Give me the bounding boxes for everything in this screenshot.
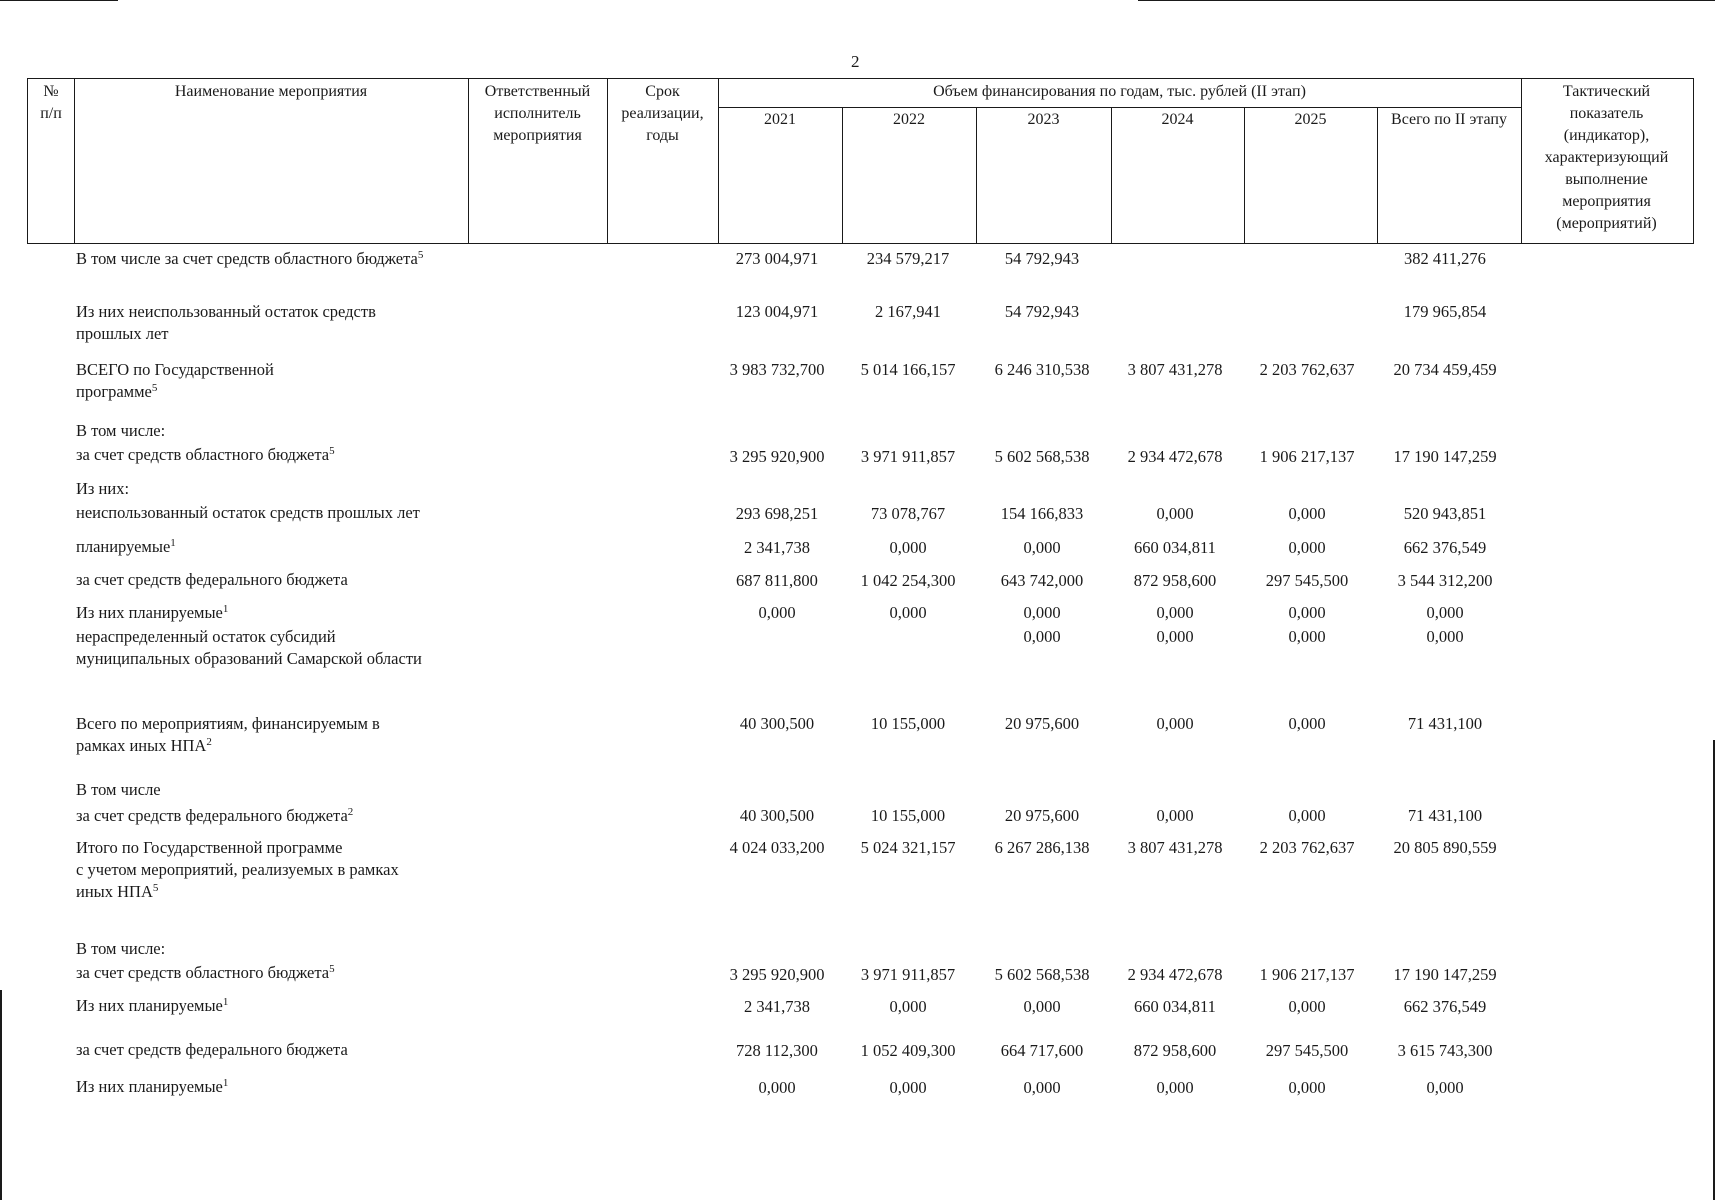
table-cell: 660 034,811 (1134, 997, 1216, 1016)
table-cell: 662 376,549 (1403, 997, 1487, 1016)
table-cell: 154 166,833 (1000, 504, 1084, 523)
row-label-line: программе$^5$ (76, 382, 158, 401)
footnote-mark: 1 (222, 1077, 229, 1089)
header-year-2022: 2022 (893, 111, 925, 128)
table-cell: 6 267 286,138 (994, 838, 1090, 857)
row-label-line: Итого по Государственной программе (76, 838, 343, 857)
table-cell: 662 376,549 (1403, 538, 1487, 557)
row-label (76, 779, 161, 801)
table-cell: 872 958,600 (1133, 571, 1217, 590)
table-header (27, 78, 1694, 244)
table-cell: 54 792,943 (1004, 249, 1080, 268)
table-cell: 3 295 920,900 (729, 447, 825, 466)
table-cell: 0,000 (1156, 627, 1194, 646)
row-label-line: В том числе: (76, 939, 166, 958)
row-label (76, 420, 165, 442)
table-cell: 5 014 166,157 (860, 360, 956, 379)
table-cell: 0,000 (1288, 806, 1326, 825)
table-cell: 5 602 568,538 (994, 447, 1090, 466)
header-year-2025: 2025 (1294, 111, 1327, 128)
row-label-line: за счет средств областного бюджета$^5$ (76, 445, 335, 464)
table-cell: 234 579,217 (866, 249, 950, 268)
table-cell: 1 906 217,137 (1259, 965, 1355, 984)
table-cell: 0,000 (1288, 1078, 1326, 1097)
scan-edge-top-right (1138, 0, 1715, 1)
footnote-mark: 5 (152, 882, 159, 894)
table-cell: 2 341,738 (744, 997, 810, 1016)
table-cell: 3 971 911,857 (860, 447, 956, 466)
table-cell: 20 805 890,559 (1393, 838, 1497, 857)
header-number-column: № п/п (40, 83, 62, 122)
row-label-line: Из них планируемые$^1$ (76, 603, 229, 622)
table-cell: 71 431,100 (1407, 714, 1483, 733)
table-cell: 297 545,500 (1265, 571, 1349, 590)
row-label-line: Из них неиспользованный остаток средств (76, 302, 376, 321)
table-cell: 3 983 732,700 (729, 360, 825, 379)
footnote-mark: 5 (151, 382, 158, 394)
table-cell: 2 934 472,678 (1127, 447, 1223, 466)
table-cell: 2 203 762,637 (1259, 360, 1355, 379)
table-cell: 382 411,276 (1404, 249, 1486, 268)
footnote-mark: 1 (222, 996, 229, 1008)
row-label-line: прошлых лет (76, 324, 169, 343)
table-cell: 664 717,600 (1000, 1041, 1084, 1060)
table-cell: 3 807 431,278 (1127, 838, 1223, 857)
footnote-mark: 2 (206, 736, 212, 748)
table-cell: 20 975,600 (1004, 806, 1080, 825)
row-label-line: иных НПА$^5$ (76, 882, 159, 901)
row-label (76, 837, 399, 903)
row-label-line: Из них: (76, 479, 130, 498)
table-cell: 3 615 743,300 (1397, 1041, 1493, 1060)
table-cell: 3 807 431,278 (1127, 360, 1223, 379)
table-cell: 687 811,800 (736, 571, 818, 590)
table-cell: 0,000 (1156, 1078, 1194, 1097)
table-cell: 520 943,851 (1403, 504, 1487, 523)
table-cell: 40 300,500 (739, 714, 815, 733)
footnote-mark: 5 (329, 445, 335, 457)
table-cell: 0,000 (1288, 538, 1326, 557)
header-term-column: Срок реализации, годы (621, 83, 704, 144)
table-cell: 4 024 033,200 (729, 838, 825, 857)
table-cell: 17 190 147,259 (1393, 447, 1497, 466)
row-label-line: муниципальных образований Самарской области (76, 649, 422, 668)
table-cell: 6 246 310,538 (994, 360, 1090, 379)
table-cell: 0,000 (1288, 997, 1326, 1016)
row-label (76, 805, 353, 827)
footnote-mark: 1 (170, 537, 176, 549)
row-label-line: ВСЕГО по Государственной (76, 360, 274, 379)
table-cell: 0,000 (1023, 997, 1061, 1016)
table-cell: 0,000 (889, 997, 927, 1016)
table-cell: 10 155,000 (870, 714, 946, 733)
table-cell: 73 078,767 (870, 504, 946, 523)
table-cell: 2 167,941 (875, 302, 941, 321)
row-label (76, 626, 422, 670)
table-cell: 5 024 321,157 (860, 838, 956, 857)
header-name-column: Наименование мероприятия (174, 83, 368, 100)
table-cell: 17 190 147,259 (1393, 965, 1497, 984)
table-cell: 123 004,971 (735, 302, 819, 321)
row-label (76, 536, 176, 558)
header-year-2024: 2024 (1161, 111, 1194, 128)
row-label-line: за счет средств федерального бюджета (76, 1040, 348, 1059)
row-label-line: Из них планируемые$^1$ (76, 1077, 229, 1096)
row-label (76, 502, 420, 524)
row-label (76, 1039, 348, 1061)
table-cell: 297 545,500 (1265, 1041, 1349, 1060)
page-number: 2 (851, 52, 860, 71)
row-label (76, 995, 228, 1017)
table-cell: 0,000 (1023, 538, 1061, 557)
table-cell: 660 034,811 (1134, 538, 1216, 557)
footnote-mark: 2 (347, 806, 354, 818)
table-cell: 1 052 409,300 (860, 1041, 956, 1060)
table-cell: 643 742,000 (1000, 571, 1084, 590)
table-cell: 2 203 762,637 (1259, 838, 1355, 857)
table-cell: 0,000 (1156, 806, 1194, 825)
row-label-line: за счет средств федерального бюджета$^2$ (76, 806, 354, 825)
header-year-2023: 2023 (1027, 111, 1060, 128)
table-cell: 3 971 911,857 (860, 965, 956, 984)
row-label (76, 248, 423, 270)
table-cell: 0,000 (1156, 504, 1194, 523)
table-cell: 0,000 (1426, 1078, 1464, 1097)
table-cell: 0,000 (1023, 1078, 1061, 1097)
table-cell: 0,000 (1023, 627, 1061, 646)
table-cell: 2 934 472,678 (1127, 965, 1223, 984)
table-cell: 5 602 568,538 (994, 965, 1090, 984)
row-label (76, 478, 129, 500)
table-cell: 0,000 (758, 1078, 796, 1097)
row-label-line: неиспользованный остаток средств прошлых лет (76, 503, 420, 522)
table-cell: 0,000 (758, 603, 796, 622)
table-cell: 0,000 (889, 1078, 927, 1097)
table-cell: 2 341,738 (744, 538, 810, 557)
table-cell: 273 004,971 (735, 249, 819, 268)
table-cell: 293 698,251 (735, 504, 819, 523)
row-label (76, 602, 228, 624)
row-label-line: Из них планируемые$^1$ (76, 996, 229, 1015)
table-cell: 0,000 (1288, 627, 1326, 646)
row-label (76, 1076, 228, 1098)
table-cell: 20 734 459,459 (1393, 360, 1497, 379)
table-cell: 54 792,943 (1004, 302, 1080, 321)
row-label-line: рамках иных НПА$^2$ (76, 736, 212, 755)
row-label-line: В том числе: (76, 421, 166, 440)
row-label (76, 301, 376, 345)
row-label (76, 962, 335, 984)
table-cell: 0,000 (889, 603, 927, 622)
row-label (76, 938, 165, 960)
scan-edge-left (0, 990, 2, 1200)
table-cell: 0,000 (1156, 603, 1194, 622)
footnote-mark: 5 (417, 249, 424, 261)
table-cell: 0,000 (1426, 603, 1464, 622)
header-indicator-column: Тактический показатель (индикатор), характеризующий выполнение мероприятия (мероприятий) (1544, 83, 1669, 232)
header-responsible-column: Ответственный исполнитель мероприятия (484, 83, 591, 144)
table-cell: 1 906 217,137 (1259, 447, 1355, 466)
row-label-line: за счет средств областного бюджета$^5$ (76, 963, 335, 982)
row-label-line: Всего по мероприятиям, финансируемым в (76, 714, 380, 733)
table-cell: 10 155,000 (870, 806, 946, 825)
row-label-line: нераспределенный остаток субсидий (76, 627, 336, 646)
row-label-line: за счет средств федерального бюджета (76, 570, 348, 589)
row-label-line: планируемые$^1$ (76, 537, 176, 556)
table-cell: 0,000 (1288, 603, 1326, 622)
table-cell: 0,000 (1288, 714, 1326, 733)
table-cell: 0,000 (889, 538, 927, 557)
table-cell: 3 544 312,200 (1397, 571, 1493, 590)
row-label (76, 359, 274, 403)
table-cell: 0,000 (1023, 603, 1061, 622)
row-label-line: с учетом мероприятий, реализуемых в рамках (76, 860, 399, 879)
footnote-mark: 1 (222, 603, 229, 615)
table-cell: 0,000 (1426, 627, 1464, 646)
header-funding-title: Объем финансирования по годам, тыс. рублей (II этап) (933, 83, 1306, 100)
footnote-mark: 5 (329, 963, 335, 975)
table-cell: 872 958,600 (1133, 1041, 1217, 1060)
row-label (76, 713, 380, 757)
table-cell: 179 965,854 (1403, 302, 1487, 321)
row-label (76, 569, 348, 591)
table-cell: 71 431,100 (1407, 806, 1483, 825)
row-label-line: В том числе (76, 780, 161, 799)
table-cell: 3 295 920,900 (729, 965, 825, 984)
table-cell: 0,000 (1288, 504, 1326, 523)
header-total-stage: Всего по II этапу (1391, 111, 1507, 128)
table-cell: 20 975,600 (1004, 714, 1080, 733)
table-cell: 728 112,300 (736, 1041, 818, 1060)
table-cell: 0,000 (1156, 714, 1194, 733)
table-cell: 1 042 254,300 (860, 571, 956, 590)
scan-edge-top-left (0, 0, 118, 1)
row-label (76, 444, 335, 466)
header-year-2021: 2021 (764, 111, 796, 128)
table-cell: 40 300,500 (739, 806, 815, 825)
row-label-line: В том числе за счет средств областного бюджета$^5$ (76, 249, 424, 268)
